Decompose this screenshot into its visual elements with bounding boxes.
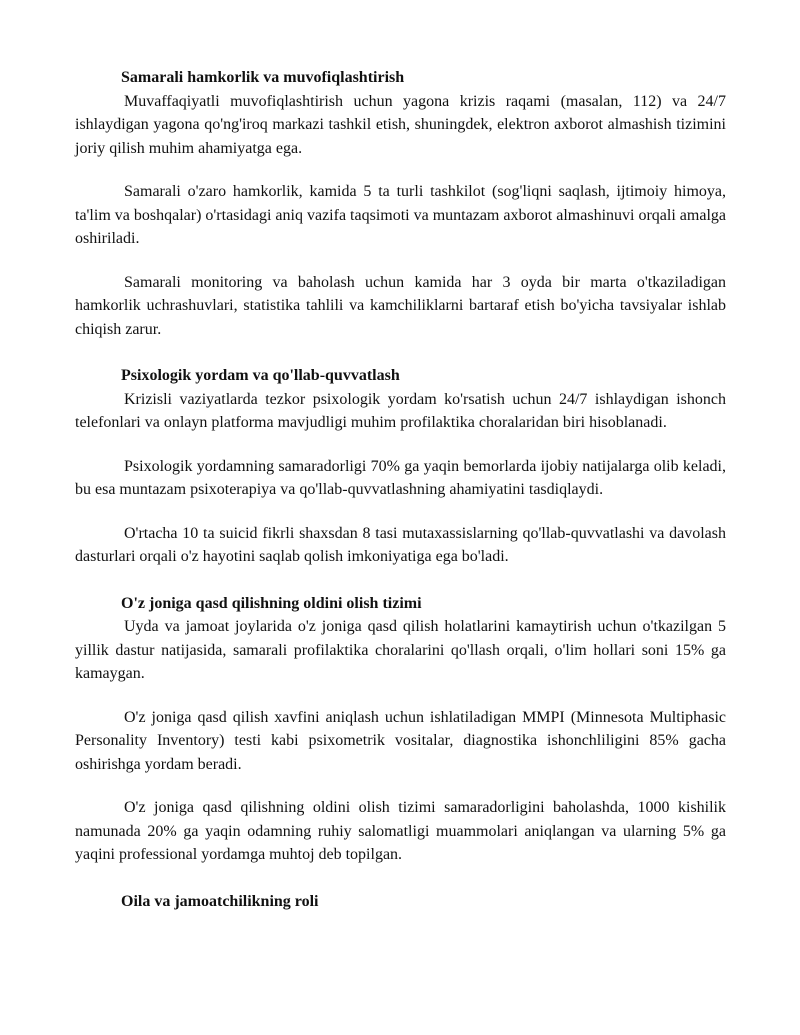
paragraph: Samarali monitoring va baholash uchun kamida har 3 oyda bir marta o'tkaziladigan hamkorlik uchrashuvlari, statistika tahlili va kamchiliklarni bartaraf etish bo'yicha tavsiyalar ishlab chiqish zarur. — [75, 273, 726, 338]
paragraph: Uyda va jamoat joylarida o'z joniga qasd qilish holatlarini kamaytirish uchun o'tkazilgan 5 yillik dastur natijasida, samarali profilaktika choralarini qo'llash orqali, o'lim hollari soni 15% ga kamaygan. — [75, 618, 726, 682]
section-heading: Oila va jamoatchilikning roli — [121, 892, 319, 910]
section-heading: Psixologik yordam va qo'llab-quvvatlash — [121, 367, 400, 384]
paragraph: O'rtacha 10 ta suicid fikrli shaxsdan 8 tasi mutaxassislarning qo'llab-quvvatlashi va davolash dasturlari orqali o'z hayotini saqlab qolish imkoniyatiga ega bo'ladi. — [75, 524, 726, 565]
paragraph: Krizisli vaziyatlarda tezkor psixologik yordam ko'rsatish uchun 24/7 ishlaydigan ishonch telefonlari va onlayn platforma mavjudligi muhim profilaktika choralaridan biri hisoblanadi. — [75, 390, 726, 431]
paragraph: Samarali o'zaro hamkorlik, kamida 5 ta turli tashkilot (sog'liqni saqlash, ijtimoiy himoya, ta'lim va boshqalar) o'rtasidagi aniq vazifa taqsimoti va muntazam axborot almashinuvi orqali amalga oshiriladi. — [75, 183, 726, 247]
paragraph: Muvaffaqiyatli muvofiqlashtirish uchun yagona krizis raqami (masalan, 112) va 24/7 ishlaydigan yagona qo'ng'iroq markazi tashkil etish, shuningdek, elektron axborot almashish tizimini joriy qilish muhim ahamiyatga ega. — [75, 92, 726, 157]
section-heading: Samarali hamkorlik va muvofiqlashtirish — [121, 69, 405, 86]
paragraph: Psixologik yordamning samaradorligi 70% ga yaqin bemorlarda ijobiy natijalarga olib keladi, bu esa muntazam psixoterapiya va qo'llab-quvvatlashning ahamiyatini tasdiqlaydi. — [75, 457, 726, 498]
document-page — [75, 66, 726, 913]
section-heading: O'z joniga qasd qilishning oldini olish tizimi — [121, 594, 422, 612]
paragraph: O'z joniga qasd qilishning oldini olish tizimi samaradorligini baholashda, 1000 kishilik namunada 20% ga yaqin odamning ruhiy salomatligi muammolari aniqlangan va ularning 5% ga yaqini professional yordamga muhtoj deb topilgan. — [75, 799, 726, 863]
paragraph: O'z joniga qasd qilish xavfini aniqlash uchun ishlatiladigan MMPI (Minnesota Multiphasic Personality Inventory) testi kabi psixometrik vositalar, diagnostika ishonchliligini 85% gacha oshirishga yordam beradi. — [75, 708, 726, 773]
